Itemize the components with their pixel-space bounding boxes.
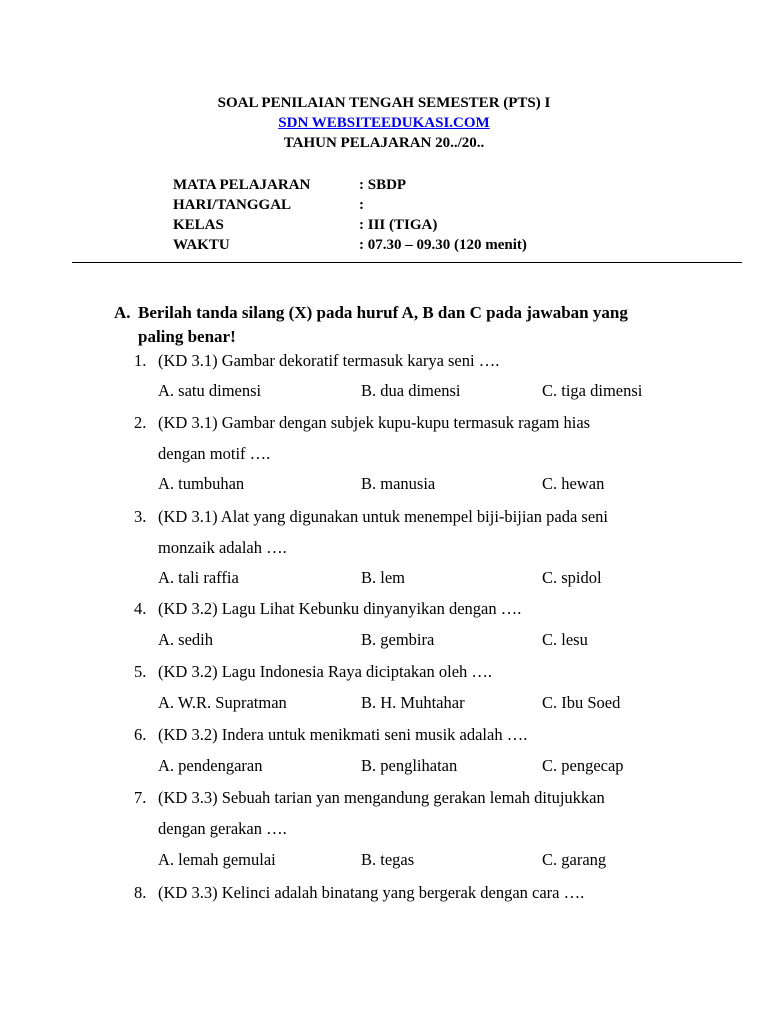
option-b: B. H. Muhtahar xyxy=(361,693,465,712)
question-text-continued: dengan motif …. xyxy=(158,444,271,463)
option-a: A. pendengaran xyxy=(158,756,263,775)
question-number: 1. xyxy=(134,351,147,370)
question-text: (KD 3.1) Gambar dengan subjek kupu-kupu termasuk ragam hias xyxy=(158,413,591,432)
meta-time-label: WAKTU xyxy=(173,237,230,253)
option-c: C. hewan xyxy=(542,474,605,493)
option-a: A. satu dimensi xyxy=(158,381,262,400)
meta-class-value: : III (TIGA) xyxy=(359,217,438,233)
question-text: (KD 3.2) Lagu Indonesia Raya diciptakan oleh …. xyxy=(158,662,493,681)
page-title: SOAL PENILAIAN TENGAH SEMESTER (PTS) I xyxy=(217,95,551,111)
meta-date-label: HARI/TANGGAL xyxy=(173,197,292,213)
option-b: B. penglihatan xyxy=(361,756,458,775)
question-text: (KD 3.2) Indera untuk menikmati seni musik adalah …. xyxy=(158,725,528,744)
option-c: C. Ibu Soed xyxy=(542,693,621,712)
option-a: A. tali raffia xyxy=(158,568,239,587)
meta-class-label: KELAS xyxy=(173,217,224,233)
header-divider xyxy=(72,262,742,263)
question-number: 3. xyxy=(134,507,147,526)
question-text-continued: monzaik adalah …. xyxy=(158,538,287,557)
question-number: 5. xyxy=(134,662,147,681)
option-b: B. manusia xyxy=(361,474,436,493)
meta-time-value: : 07.30 – 09.30 (120 menit) xyxy=(359,237,527,253)
meta-subject-value: : SBDP xyxy=(359,177,407,193)
question-text: (KD 3.2) Lagu Lihat Kebunku dinyanyikan dengan …. xyxy=(158,599,522,618)
question-number: 2. xyxy=(134,413,147,432)
question-number: 7. xyxy=(134,788,147,807)
option-a: A. tumbuhan xyxy=(158,474,245,493)
question-number: 4. xyxy=(134,599,147,618)
question-text: (KD 3.1) Gambar dekoratif termasuk karya seni …. xyxy=(158,351,500,370)
question-text: (KD 3.1) Alat yang digunakan untuk menempel biji-bijian pada seni xyxy=(158,507,608,526)
question-text-continued: dengan gerakan …. xyxy=(158,819,287,838)
option-a: A. sedih xyxy=(158,630,213,649)
school-link[interactable]: SDN WEBSITEEDUKASI.COM xyxy=(278,115,490,131)
meta-subject-label: MATA PELAJARAN xyxy=(173,177,311,193)
option-b: B. tegas xyxy=(361,850,415,869)
option-c: C. lesu xyxy=(542,630,588,649)
option-c: C. garang xyxy=(542,850,607,869)
school-year: TAHUN PELAJARAN 20../20.. xyxy=(283,135,485,151)
question-number: 6. xyxy=(134,725,147,744)
option-b: B. lem xyxy=(361,568,405,587)
option-b: B. gembira xyxy=(361,630,435,649)
question-number: 8. xyxy=(134,883,147,902)
option-c: C. spidol xyxy=(542,568,602,587)
option-a: A. W.R. Supratman xyxy=(158,693,287,712)
section-letter: A. xyxy=(114,303,131,322)
section-instruction: Berilah tanda silang (X) pada huruf A, B dan C pada jawaban yang paling benar! xyxy=(138,303,628,346)
meta-date-value: : xyxy=(359,197,364,213)
question-text: (KD 3.3) Sebuah tarian yan mengandung gerakan lemah ditujukkan xyxy=(158,788,605,807)
option-b: B. dua dimensi xyxy=(361,381,461,400)
school-name-container xyxy=(0,114,768,132)
question-text: (KD 3.3) Kelinci adalah binatang yang bergerak dengan cara …. xyxy=(158,883,585,902)
option-c: C. tiga dimensi xyxy=(542,381,643,400)
option-c: C. pengecap xyxy=(542,756,624,775)
option-a: A. lemah gemulai xyxy=(158,850,276,869)
